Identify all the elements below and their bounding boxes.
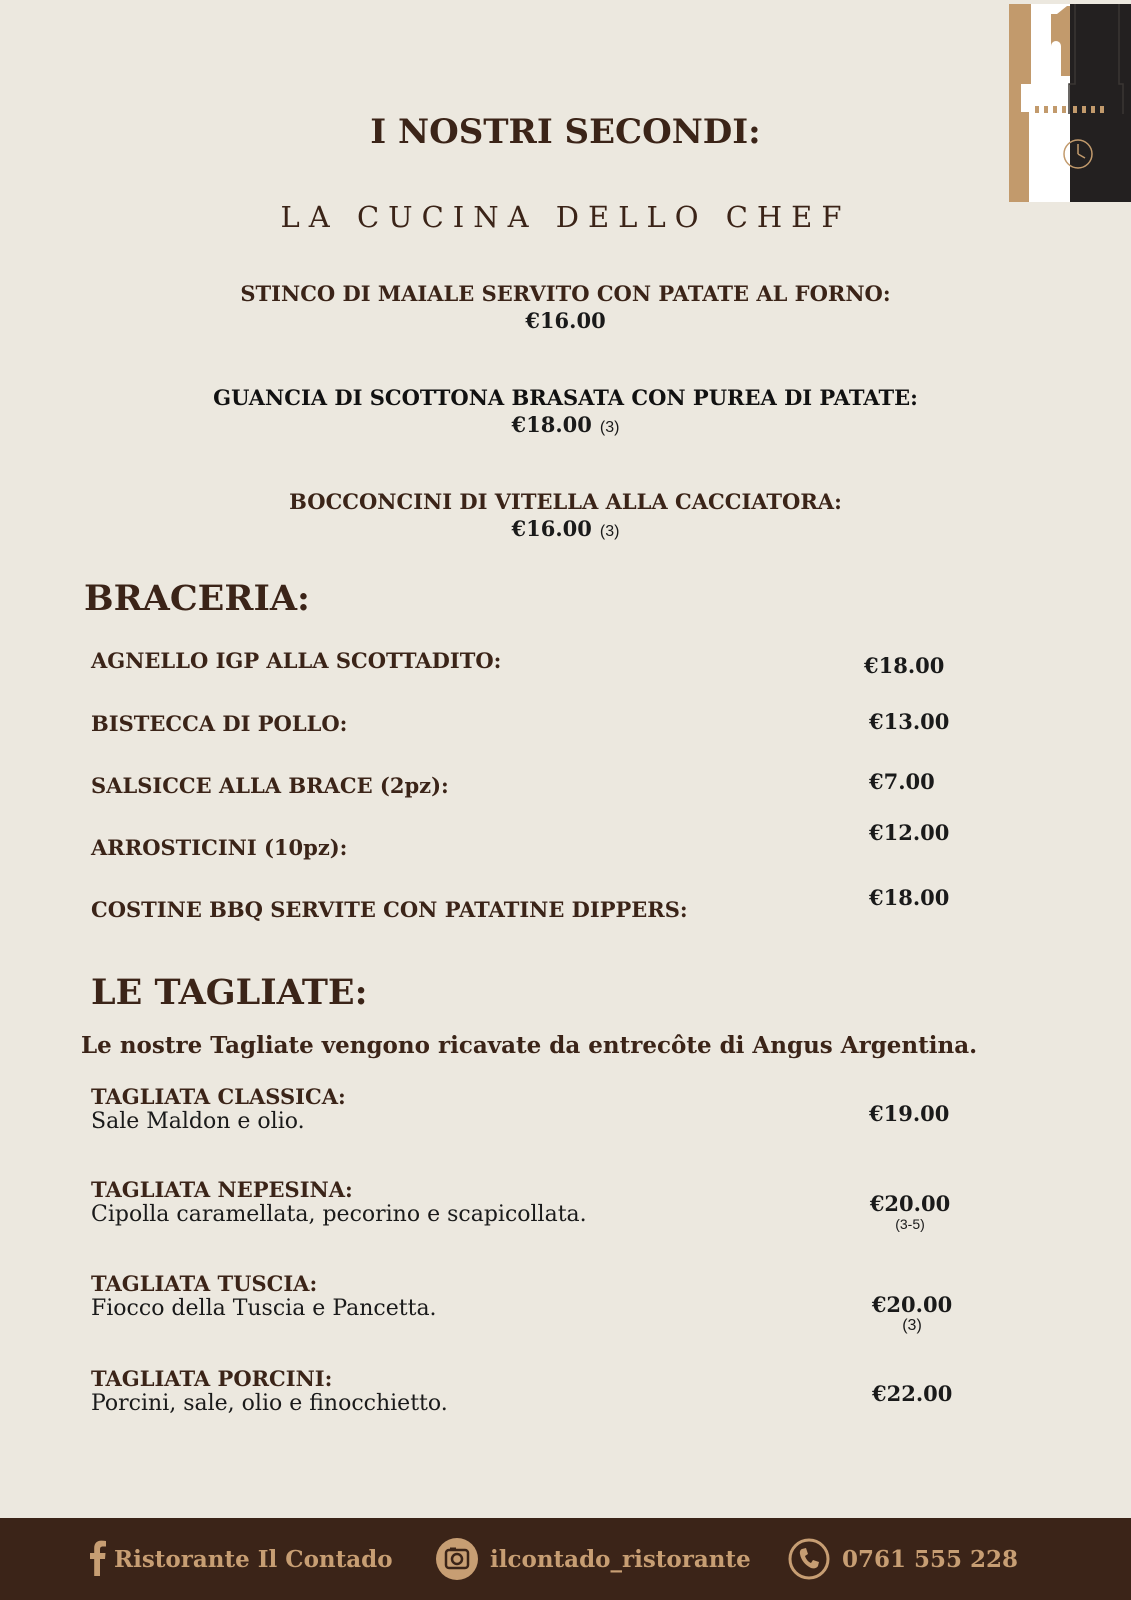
tagliata-item-name: TAGLIATA CLASSICA: — [91, 1084, 346, 1109]
tower-logo — [1009, 4, 1131, 202]
tagliata-item-desc: Sale Maldon e olio. — [91, 1109, 305, 1134]
instagram-icon[interactable] — [436, 1538, 478, 1580]
tagliata-item-desc: Porcini, sale, olio e finocchietto. — [91, 1391, 448, 1416]
tagliata-item — [91, 1177, 587, 1227]
facebook-link[interactable]: Ristorante Il Contado — [114, 1546, 393, 1573]
phone-icon[interactable] — [788, 1538, 830, 1580]
braceria-item-price: €18.00 — [864, 653, 945, 678]
facebook-icon[interactable] — [90, 1540, 106, 1576]
tagliata-item-desc: Cipolla caramellata, pecorino e scapicollata. — [91, 1202, 587, 1227]
braceria-item-name: SALSICCE ALLA BRACE (2pz): — [91, 773, 449, 798]
page-subtitle: LA CUCINA DELLO CHEF — [280, 200, 851, 234]
page-title: I NOSTRI SECONDI: — [370, 112, 761, 152]
tagliata-item-note: (3-5) — [895, 1216, 925, 1232]
tagliata-item-price: €20.00 — [871, 1292, 953, 1317]
braceria-item-price: €18.00 — [869, 885, 950, 910]
tagliate-intro: Le nostre Tagliate vengono ricavate da entrecôte di Angus Argentina. — [81, 1032, 978, 1059]
tagliata-item-price: €19.00 — [869, 1101, 950, 1126]
chef-item-price: €18.00 — [511, 412, 592, 437]
chef-item — [0, 281, 1131, 333]
chef-item-note: (3) — [599, 419, 620, 436]
footer — [0, 1518, 1131, 1600]
braceria-item-price: €12.00 — [869, 820, 950, 845]
braceria-item-price: €7.00 — [869, 769, 935, 794]
tagliata-item-name: TAGLIATA PORCINI: — [91, 1366, 333, 1391]
chef-item — [0, 385, 1131, 437]
tagliata-item-name: TAGLIATA NEPESINA: — [91, 1177, 353, 1202]
tagliata-item-desc: Fiocco della Tuscia e Pancetta. — [91, 1296, 437, 1321]
tagliate-heading: LE TAGLIATE: — [91, 972, 368, 1013]
tagliata-item-note: (3) — [902, 1317, 922, 1334]
instagram-link[interactable]: ilcontado_ristorante — [490, 1546, 751, 1573]
chef-item-note: (3) — [599, 523, 620, 540]
chef-item-price: €16.00 — [511, 516, 592, 541]
chef-item-price: €16.00 — [525, 308, 606, 333]
tagliata-price-block — [866, 1191, 954, 1232]
chef-item-name: GUANCIA DI SCOTTONA BRASATA CON PUREA DI PATATE: — [213, 385, 918, 410]
braceria-item-name: COSTINE BBQ SERVITE CON PATATINE DIPPERS: — [91, 897, 688, 922]
tagliata-item — [91, 1084, 346, 1134]
tagliata-price-block — [868, 1292, 956, 1335]
tagliata-item-name: TAGLIATA TUSCIA: — [91, 1271, 318, 1296]
braceria-heading: BRACERIA: — [84, 578, 310, 619]
chef-item-name: BOCCONCINI DI VITELLA ALLA CACCIATORA: — [289, 489, 842, 514]
tagliata-item — [91, 1366, 448, 1416]
tagliata-item — [91, 1271, 437, 1321]
tagliata-item-price: €20.00 — [869, 1191, 951, 1216]
braceria-item-name: BISTECCA DI POLLO: — [91, 711, 348, 736]
braceria-item-name: AGNELLO IGP ALLA SCOTTADITO: — [91, 648, 502, 673]
braceria-item-name: ARROSTICINI (10pz): — [91, 835, 348, 860]
tagliata-item-price: €22.00 — [872, 1381, 953, 1406]
braceria-item-price: €13.00 — [869, 709, 950, 734]
chef-item — [0, 489, 1131, 541]
chef-item-name: STINCO DI MAIALE SERVITO CON PATATE AL FORNO: — [240, 281, 891, 306]
phone-number[interactable]: 0761 555 228 — [842, 1546, 1019, 1573]
